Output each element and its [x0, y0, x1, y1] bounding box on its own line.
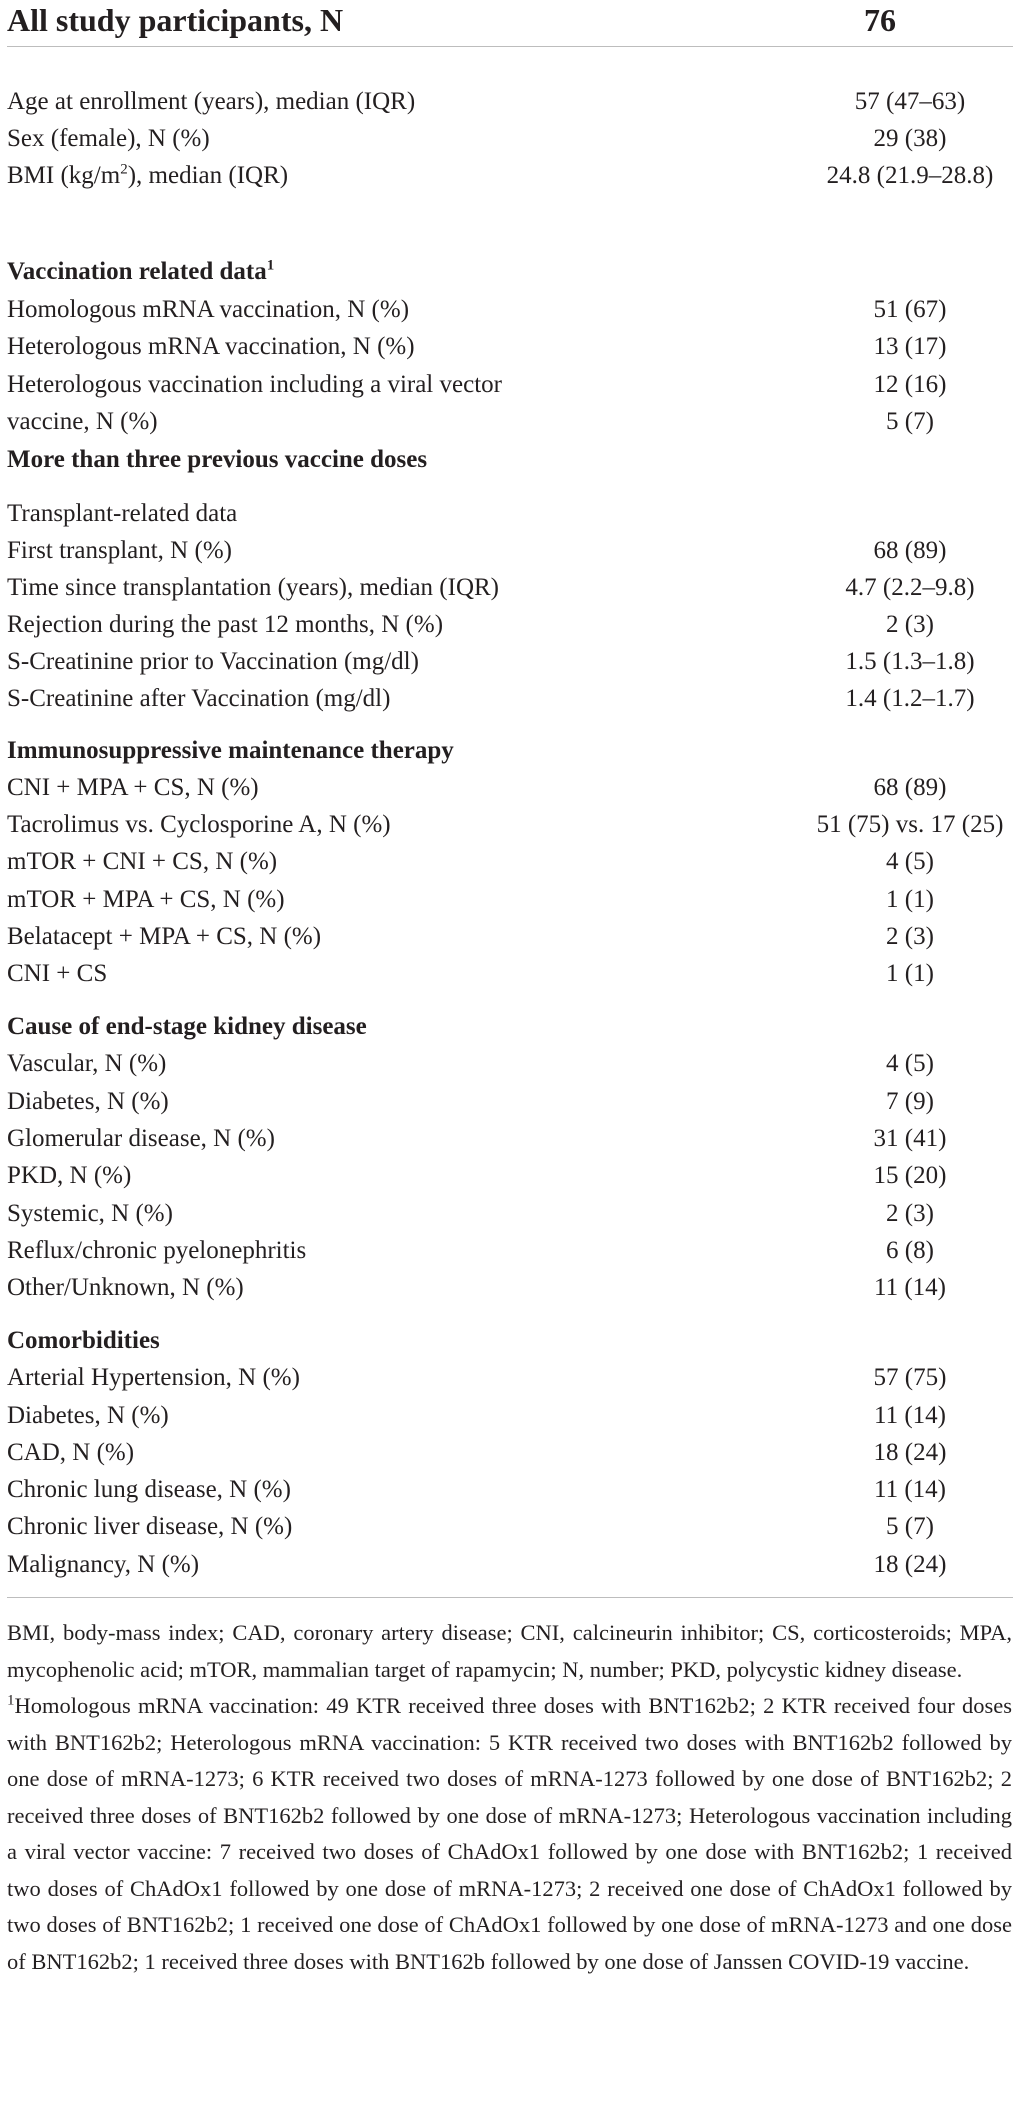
row-label: Immunosuppressive maintenance therapy: [7, 737, 454, 764]
row-value: 51 (75) vs. 17 (25): [816, 811, 1004, 838]
table-row: [0, 1359, 1018, 1396]
table-row: [0, 328, 1018, 365]
table-row: [0, 1232, 1018, 1269]
section-heading: [0, 253, 1018, 290]
table-row: [0, 157, 1018, 194]
header-value: 76: [864, 2, 896, 38]
row-value: 24.8 (21.9–28.8): [826, 162, 994, 189]
row-value: 15 (20): [873, 1162, 947, 1189]
row-label: Diabetes, N (%): [7, 1088, 169, 1115]
row-value: 13 (17): [873, 333, 947, 360]
table-row: [0, 643, 1018, 680]
row-value: 1.5 (1.3–1.8): [845, 648, 975, 675]
table-row: [0, 1434, 1018, 1471]
row-label: More than three previous vaccine doses: [7, 446, 428, 473]
table-row: [0, 1120, 1018, 1157]
row-label: Vascular, N (%): [7, 1050, 167, 1077]
section-heading: [0, 441, 1018, 478]
table-row: [0, 1045, 1018, 1082]
row-label: Transplant-related data: [7, 500, 238, 527]
row-value: 1 (1): [886, 886, 934, 913]
section-heading: [0, 1322, 1018, 1359]
row-value: 4.7 (2.2–9.8): [845, 574, 975, 601]
row-label: Cause of end-stage kidney disease: [7, 1013, 367, 1040]
row-value: 2 (3): [886, 611, 934, 638]
row-label: Chronic liver disease, N (%): [7, 1513, 293, 1540]
table-row: [0, 680, 1018, 717]
row-label: Chronic lung disease, N (%): [7, 1476, 291, 1503]
row-value: 4 (5): [886, 1050, 934, 1077]
row-value: 29 (38): [873, 125, 947, 152]
row-value: 2 (3): [886, 1200, 934, 1227]
row-label: mTOR + MPA + CS, N (%): [7, 886, 285, 913]
table-row: [0, 366, 1018, 403]
row-label: vaccine, N (%): [7, 408, 158, 435]
table-row: [0, 769, 1018, 806]
table-row: [0, 955, 1018, 992]
footnote-marker: 1: [7, 1692, 15, 1709]
row-label: Malignancy, N (%): [7, 1551, 200, 1578]
row-label: CAD, N (%): [7, 1439, 135, 1466]
table-row: [0, 806, 1018, 843]
table-row: [0, 1083, 1018, 1120]
row-label: CNI + CS: [7, 960, 108, 987]
row-value: 68 (89): [873, 537, 947, 564]
row-value: 11 (14): [874, 1274, 946, 1301]
row-label: Vaccination related data$^1$: [7, 257, 275, 285]
row-label: S-Creatinine after Vaccination (mg/dl): [7, 685, 391, 712]
row-value: 11 (14): [874, 1402, 946, 1429]
row-label: Other/Unknown, N (%): [7, 1274, 244, 1301]
row-label: Age at enrollment (years), median (IQR): [7, 88, 416, 115]
row-value: 7 (9): [886, 1088, 934, 1115]
row-value: 57 (75): [873, 1364, 947, 1391]
row-label: Rejection during the past 12 months, N (%): [7, 611, 444, 638]
row-label: CNI + MPA + CS, N (%): [7, 774, 259, 801]
row-value: 1.4 (1.2–1.7): [845, 685, 975, 712]
row-value: 1 (1): [886, 960, 934, 987]
row-label: Heterologous mRNA vaccination, N (%): [7, 333, 415, 360]
row-value: 18 (24): [873, 1551, 947, 1578]
table-row: [0, 120, 1018, 157]
row-value: 11 (14): [874, 1476, 946, 1503]
footnote-1-text: Homologous mRNA vaccination: 49 KTR received three doses with BNT162b2; 2 KTR received four doses with BNT162b2; Heterologous mRNA vaccination: 5 KTR received two doses with BNT162b2 followed by one dose of mRNA-1273; 6 KTR received two doses of mRNA-1273 followed by one dose of BNT162b2; 2 received three doses of BNT162b2 followed by one dose of mRNA-1273; Heterologous vaccination including a viral vector vaccine: 7 received two doses of ChAdOx1 followed by one dose with BNT162b2; 1 received two doses of ChAdOx1 followed by one dose of mRNA-1273; 2 received one dose of ChAdOx1 followed by two doses of BNT162b2; 1 received one dose of ChAdOx1 followed by one dose of mRNA-1273 and one dose of BNT162b2; 1 received three doses with BNT162b followed by one dose of Janssen COVID-19 vaccine.: [7, 1693, 1012, 1974]
table-row: [0, 843, 1018, 880]
table-row: [0, 881, 1018, 918]
row-label: PKD, N (%): [7, 1162, 132, 1189]
row-label: Comorbidities: [7, 1327, 160, 1354]
table-row: [0, 1471, 1018, 1508]
footnote-1: [7, 1688, 1012, 1980]
row-value: 51 (67): [873, 296, 947, 323]
row-value: 68 (89): [873, 774, 947, 801]
header-label: All study participants, N: [7, 2, 344, 38]
table-row: [0, 606, 1018, 643]
table-row: [0, 1195, 1018, 1232]
section-heading: [0, 732, 1018, 769]
table-row: [0, 1508, 1018, 1545]
table-row: [0, 495, 1018, 532]
row-value: 31 (41): [873, 1125, 947, 1152]
table-header: [0, 0, 1018, 58]
row-value: 12 (16): [873, 371, 947, 398]
row-label: Diabetes, N (%): [7, 1402, 169, 1429]
row-label: mTOR + CNI + CS, N (%): [7, 848, 278, 875]
row-label: Tacrolimus vs. Cyclosporine A, N (%): [7, 811, 391, 838]
row-value: 5 (7): [886, 1513, 934, 1540]
row-label: Arterial Hypertension, N (%): [7, 1364, 300, 1391]
table-row: [0, 532, 1018, 569]
row-label: Reflux/chronic pyelonephritis: [7, 1237, 307, 1264]
table-footnotes: [7, 1615, 1012, 1980]
table-row: [0, 1157, 1018, 1194]
row-label: Belatacept + MPA + CS, N (%): [7, 923, 322, 950]
section-heading: [0, 1008, 1018, 1045]
row-value: 5 (7): [886, 408, 934, 435]
table-row: [0, 1397, 1018, 1434]
table-row: [0, 403, 1018, 440]
row-label: Sex (female), N (%): [7, 125, 210, 152]
abbreviations-note: BMI, body-mass index; CAD, coronary artery disease; CNI, calcineurin inhibitor; CS, corticosteroids; MPA, mycophenolic acid; mTOR, mammalian target of rapamycin; N, number; PKD, polycystic kidney disease.: [7, 1620, 1012, 1682]
table-row: [0, 1269, 1018, 1306]
table-row: [0, 291, 1018, 328]
header-divider: [7, 46, 1013, 47]
row-label: Time since transplantation (years), median (IQR): [7, 574, 500, 601]
row-value: 57 (47–63): [854, 88, 966, 115]
row-label: S-Creatinine prior to Vaccination (mg/dl): [7, 648, 419, 675]
row-label: Heterologous vaccination including a viral vector: [7, 371, 502, 398]
row-label: Glomerular disease, N (%): [7, 1125, 275, 1152]
row-value: 18 (24): [873, 1439, 947, 1466]
table-row: [0, 569, 1018, 606]
row-label: First transplant, N (%): [7, 537, 232, 564]
table-row: [0, 1546, 1018, 1583]
footer-divider: [7, 1597, 1013, 1598]
row-label: Homologous mRNA vaccination, N (%): [7, 296, 410, 323]
table-row: [0, 918, 1018, 955]
table-row: [0, 83, 1018, 120]
row-value: 2 (3): [886, 923, 934, 950]
row-label: Systemic, N (%): [7, 1200, 173, 1227]
row-label: BMI $(kg/m^2)$, median (IQR): [7, 161, 289, 189]
row-value: 4 (5): [886, 848, 934, 875]
row-value: 6 (8): [886, 1237, 934, 1264]
